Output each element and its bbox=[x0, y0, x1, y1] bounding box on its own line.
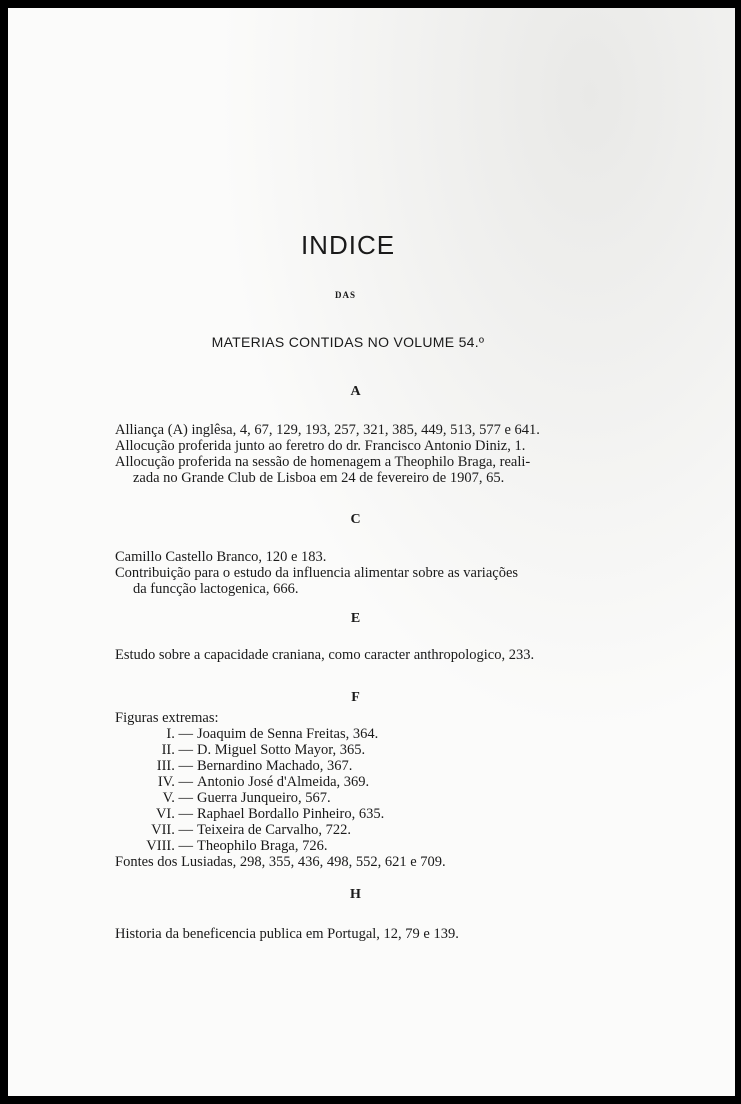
page-title: INDICE bbox=[300, 230, 396, 260]
figure-number: II. — bbox=[161, 742, 193, 758]
section-letter-f: F bbox=[351, 690, 360, 705]
figure-name: Bernardino Machado, 367. bbox=[197, 758, 353, 774]
figure-list bbox=[115, 726, 384, 854]
figure-number: IV. — bbox=[157, 774, 193, 790]
figure-list-item bbox=[115, 838, 384, 854]
page-title-connector: DAS bbox=[334, 290, 356, 300]
figure-list-item bbox=[115, 726, 384, 742]
section-letter-c: C bbox=[350, 512, 361, 527]
figure-name: Joaquim de Senna Freitas, 364. bbox=[197, 726, 379, 742]
figure-name: Teixeira de Carvalho, 722. bbox=[197, 822, 351, 838]
index-entry-continuation: da funcção lactogenica, 666. bbox=[133, 581, 299, 597]
document-page bbox=[8, 8, 735, 1096]
index-entry: Alliança (A) inglêsa, 4, 67, 129, 193, 257, 321, 385, 449, 513, 577 e 641. bbox=[115, 422, 540, 438]
figure-list-item bbox=[115, 774, 384, 790]
figure-number: I. — bbox=[166, 726, 193, 742]
figure-number: VII. — bbox=[151, 822, 193, 838]
index-entry-heading: Figuras extremas: bbox=[115, 710, 219, 726]
page-subtitle: MATERIAS CONTIDAS NO VOLUME 54.º bbox=[211, 334, 485, 350]
index-entry: Contribuição para o estudo da influencia alimentar sobre as variações bbox=[115, 565, 519, 581]
index-entry: Camillo Castello Branco, 120 e 183. bbox=[115, 549, 327, 565]
figure-name: D. Miguel Sotto Mayor, 365. bbox=[197, 742, 366, 758]
index-entry: Fontes dos Lusiadas, 298, 355, 436, 498, 552, 621 e 709. bbox=[115, 854, 446, 870]
figure-list-item bbox=[115, 806, 384, 822]
figure-number: VIII. — bbox=[146, 838, 193, 854]
figure-name: Raphael Bordallo Pinheiro, 635. bbox=[197, 806, 385, 822]
index-entry-continuation: zada no Grande Club de Lisboa em 24 de fevereiro de 1907, 65. bbox=[133, 470, 505, 486]
section-letter-h: H bbox=[350, 887, 361, 902]
figure-name: Antonio José d'Almeida, 369. bbox=[197, 774, 370, 790]
figure-number: V. — bbox=[162, 790, 193, 806]
index-entry: Historia da beneficencia publica em Portugal, 12, 79 e 139. bbox=[115, 926, 459, 942]
figure-name: Theophilo Braga, 726. bbox=[197, 838, 328, 854]
index-entry: Allocução proferida junto ao feretro do dr. Francisco Antonio Diniz, 1. bbox=[115, 438, 526, 454]
figure-list-item bbox=[115, 742, 384, 758]
figure-name: Guerra Junqueiro, 567. bbox=[197, 790, 331, 806]
figure-list-item bbox=[115, 822, 384, 838]
section-letter-a: A bbox=[350, 384, 361, 399]
figure-number: III. — bbox=[156, 758, 193, 774]
figure-list-item bbox=[115, 758, 384, 774]
index-entry: Estudo sobre a capacidade craniana, como caracter anthropologico, 233. bbox=[115, 647, 535, 663]
figure-list-item bbox=[115, 790, 384, 806]
section-letter-e: E bbox=[350, 611, 361, 626]
figure-number: VI. — bbox=[155, 806, 193, 822]
index-entry: Allocução proferida na sessão de homenagem a Theophilo Braga, reali- bbox=[115, 454, 531, 470]
